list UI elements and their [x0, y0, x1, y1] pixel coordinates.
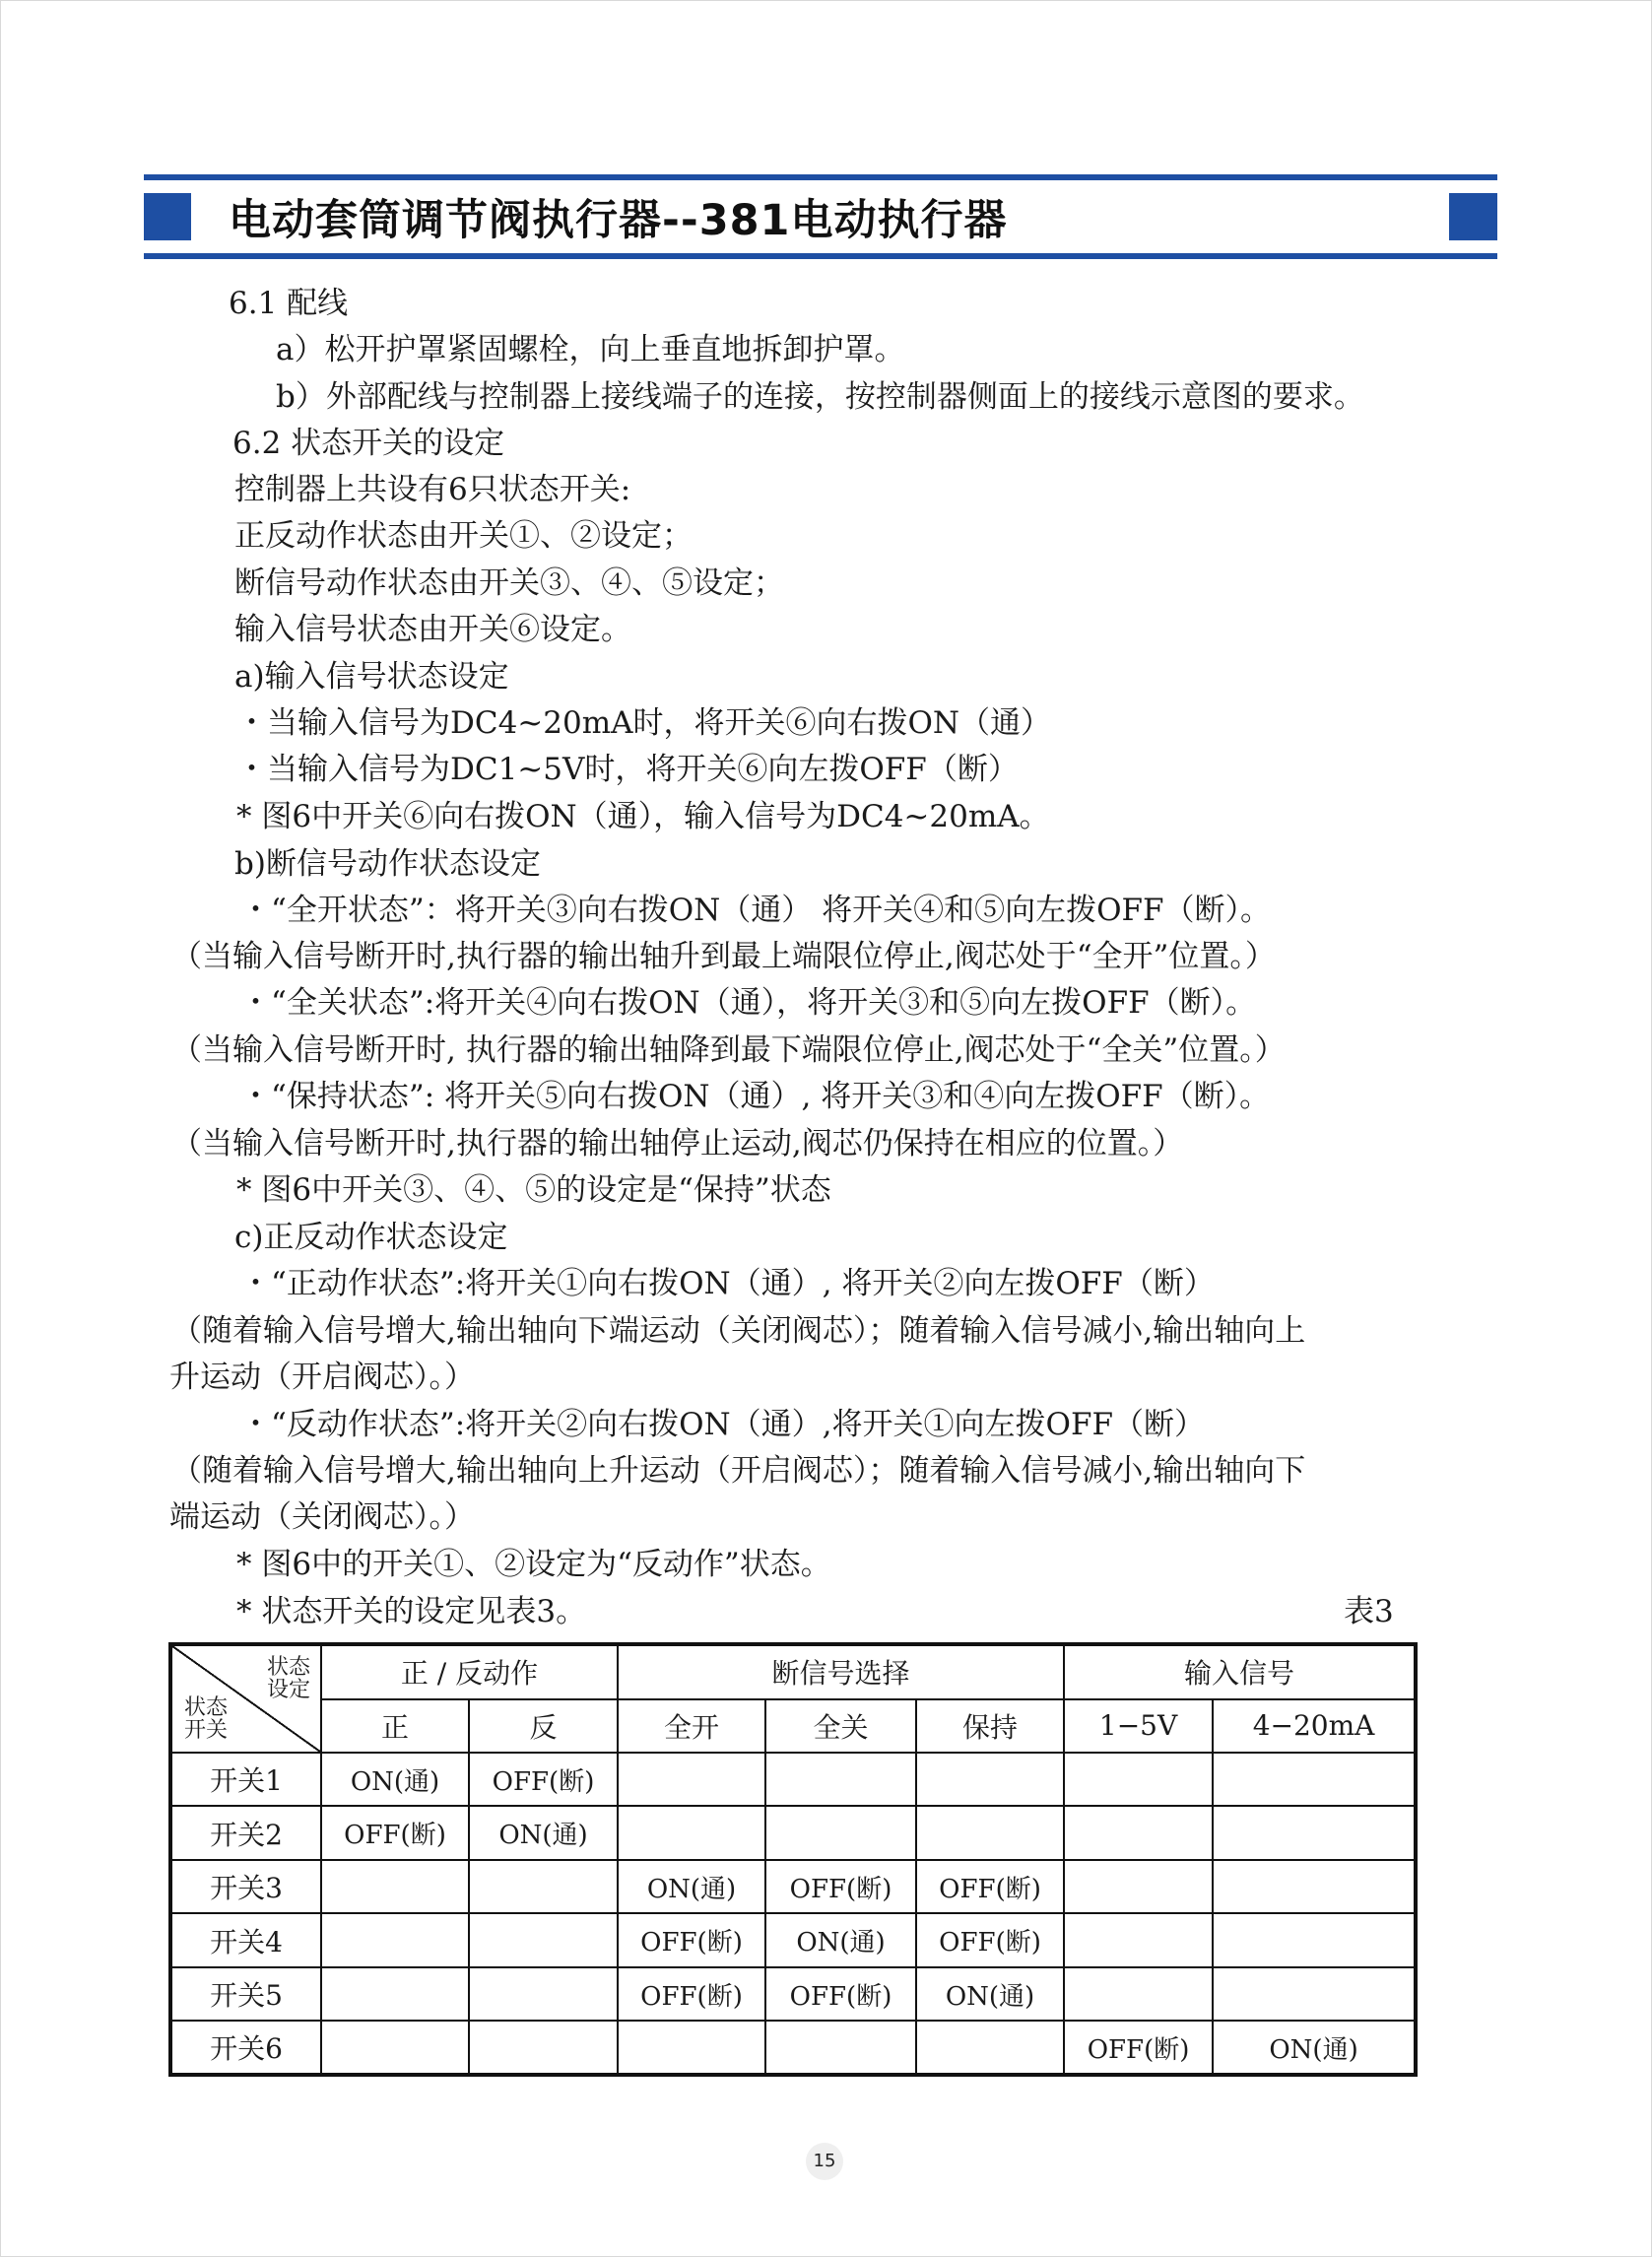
note-line: * 图6中开关③、④、⑤的设定是“保持”状态 — [236, 1172, 831, 1208]
table-cell — [916, 1753, 1064, 1806]
table-row — [170, 2021, 1416, 2075]
row-label: 开关4 — [170, 1913, 321, 1966]
text-line: 正反动作状态由开关①、②设定； — [234, 518, 693, 554]
column-header: 正 — [321, 1699, 469, 1753]
table-row — [170, 1860, 1416, 1913]
row-label: 开关2 — [170, 1806, 321, 1859]
table-cell — [1064, 1753, 1213, 1806]
column-header: 1−5V — [1064, 1699, 1213, 1753]
note-line: * 状态开关的设定见表3。 — [236, 1594, 587, 1629]
table-cell — [765, 1753, 916, 1806]
table-cell — [916, 1806, 1064, 1859]
table-cell — [321, 1860, 469, 1913]
table-cell: OFF(断) — [765, 1967, 916, 2021]
text-line: a）松开护罩紧固螺栓，向上垂直地拆卸护罩。 — [276, 332, 905, 367]
column-header: 全关 — [765, 1699, 916, 1753]
corner-label-top: 状态 设定 — [266, 1655, 310, 1703]
column-header: 保持 — [916, 1699, 1064, 1753]
text-line: 升运动（开启阀芯）。） — [169, 1360, 475, 1395]
table-cell — [1213, 1913, 1416, 1966]
table-cell: OFF(断) — [916, 1913, 1064, 1966]
table-cell: ON(通) — [916, 1967, 1064, 2021]
table-cell — [321, 1913, 469, 1966]
table-cell: OFF(断) — [765, 1860, 916, 1913]
header-left-block — [144, 193, 191, 240]
table-cell — [916, 2021, 1064, 2075]
header-top-rule — [144, 174, 1497, 180]
column-header: 4−20mA — [1213, 1699, 1416, 1753]
text-line: ・“全关状态”:将开关④向右拨ON（通），将开关③和⑤向左拨OFF（断）。 — [240, 985, 1257, 1021]
table-caption: 表3 — [1344, 1594, 1394, 1629]
table-row — [170, 1806, 1416, 1859]
row-label: 开关1 — [170, 1753, 321, 1806]
table-cell — [321, 2021, 469, 2075]
group-header: 正 / 反动作 — [321, 1644, 618, 1699]
subsection-heading-c: c)正反动作状态设定 — [234, 1220, 508, 1255]
table-cell — [321, 1967, 469, 2021]
table-cell — [469, 2021, 618, 2075]
table-cell: OFF(断) — [618, 1967, 765, 2021]
text-line: 端运动（关闭阀芯）。） — [169, 1499, 475, 1535]
subsection-heading-b: b)断信号动作状态设定 — [234, 846, 541, 882]
table-cell — [765, 1806, 916, 1859]
table-cell — [1064, 1806, 1213, 1859]
text-line: （当输入信号断开时,执行器的输出轴停止运动,阀芯仍保持在相应的位置。） — [171, 1126, 1184, 1162]
group-header: 输入信号 — [1064, 1644, 1416, 1699]
table-cell: ON(通) — [765, 1913, 916, 1966]
header-bottom-rule — [144, 253, 1497, 259]
row-label: 开关3 — [170, 1860, 321, 1913]
table-row — [170, 1967, 1416, 2021]
table-cell — [618, 1806, 765, 1859]
text-line: （当输入信号断开时, 执行器的输出轴降到最下端限位停止,阀芯处于“全关”位置。） — [171, 1032, 1286, 1068]
table-cell — [1064, 1967, 1213, 2021]
table-cell: OFF(断) — [469, 1753, 618, 1806]
text-line: 断信号动作状态由开关③、④、⑤设定； — [234, 565, 784, 601]
row-label: 开关5 — [170, 1967, 321, 2021]
table-cell: ON(通) — [321, 1753, 469, 1806]
table-cell: OFF(断) — [618, 1913, 765, 1966]
text-line: （当输入信号断开时,执行器的输出轴升到最上端限位停止,阀芯处于“全开”位置。） — [171, 939, 1276, 974]
section-heading-6-2: 6.2 状态开关的设定 — [232, 426, 505, 461]
table-row — [170, 1913, 1416, 1966]
page-title: 电动套筒调节阀执行器--381电动执行器 — [229, 196, 1008, 245]
text-line: ・“正动作状态”:将开关①向右拨ON（通）, 将开关②向左拨OFF（断） — [240, 1266, 1215, 1301]
diagonal-header-cell — [170, 1644, 321, 1753]
table-cell: OFF(断) — [321, 1806, 469, 1859]
corner-label-bottom: 状态 开关 — [184, 1694, 229, 1743]
table-subheader-row — [170, 1699, 1416, 1753]
group-header: 断信号选择 — [618, 1644, 1064, 1699]
text-line: 输入信号状态由开关⑥设定。 — [234, 612, 631, 647]
table-cell: ON(通) — [1213, 2021, 1416, 2075]
text-line: （随着输入信号增大,输出轴向下端运动（关闭阀芯）；随着输入信号减小,输出轴向上 — [171, 1313, 1306, 1349]
section-heading-6-1: 6.1 配线 — [229, 286, 349, 321]
column-header: 反 — [469, 1699, 618, 1753]
switch-settings-table — [168, 1642, 1418, 2077]
table-cell — [1213, 1967, 1416, 2021]
table-cell: ON(通) — [618, 1860, 765, 1913]
subsection-heading-a: a)输入信号状态设定 — [234, 659, 509, 695]
table-cell — [1213, 1860, 1416, 1913]
text-line: b）外部配线与控制器上接线端子的连接，按控制器侧面上的接线示意图的要求。 — [276, 379, 1364, 415]
table-header-row — [170, 1644, 1416, 1699]
note-line: * 图6中开关⑥向右拨ON（通），输入信号为DC4~20mA。 — [236, 799, 1050, 834]
note-line: * 图6中的开关①、②设定为“反动作”状态。 — [236, 1547, 831, 1582]
column-header: 全开 — [618, 1699, 765, 1753]
table-cell — [1213, 1806, 1416, 1859]
table-cell — [469, 1913, 618, 1966]
text-line: ・“全开状态”：将开关③向右拨ON（通） 将开关④和⑤向左拨OFF（断）。 — [240, 893, 1272, 928]
table-cell — [469, 1860, 618, 1913]
table-cell — [765, 2021, 916, 2075]
table-cell — [1064, 1913, 1213, 1966]
text-line: ・“保持状态”: 将开关⑤向右拨ON（通）, 将开关③和④向左拨OFF（断）。 — [240, 1079, 1271, 1114]
text-line: （随着输入信号增大,输出轴向上升运动（开启阀芯）；随着输入信号减小,输出轴向下 — [171, 1453, 1306, 1489]
text-line: ・当输入信号为DC4~20mA时，将开关⑥向右拨ON（通） — [236, 705, 1052, 741]
text-line: ・“反动作状态”:将开关②向右拨ON（通）,将开关①向左拨OFF（断） — [240, 1407, 1205, 1442]
table-cell: ON(通) — [469, 1806, 618, 1859]
table-cell: OFF(断) — [916, 1860, 1064, 1913]
table-cell — [469, 1967, 618, 2021]
header-right-block — [1449, 193, 1497, 240]
row-label: 开关6 — [170, 2021, 321, 2075]
table-row — [170, 1753, 1416, 1806]
table-cell — [1213, 1753, 1416, 1806]
page-number: 15 — [806, 2143, 843, 2180]
table-cell — [618, 2021, 765, 2075]
table-cell: OFF(断) — [1064, 2021, 1213, 2075]
table-cell — [1064, 1860, 1213, 1913]
table-cell — [618, 1753, 765, 1806]
text-line: ・当输入信号为DC1~5V时，将开关⑥向左拨OFF（断） — [236, 752, 1019, 787]
text-line: 控制器上共设有6只状态开关: — [234, 472, 631, 507]
